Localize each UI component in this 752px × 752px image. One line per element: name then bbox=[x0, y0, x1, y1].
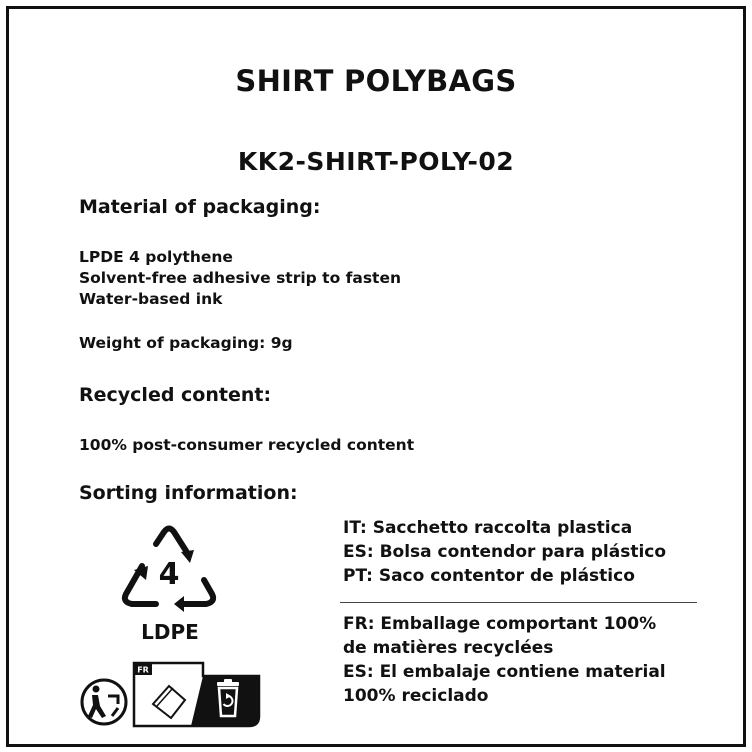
material-line: Solvent-free adhesive strip to fasten bbox=[79, 269, 402, 287]
recycling-triangle-icon bbox=[118, 522, 220, 618]
recycled-heading: Recycled content: bbox=[79, 384, 272, 406]
divider bbox=[340, 602, 697, 603]
instruction-fr-cont: de matières recyclées bbox=[343, 638, 554, 658]
bag-icon bbox=[153, 686, 185, 718]
instruction-fr: FR: Emballage comportant 100% bbox=[343, 614, 657, 634]
instruction-pt: PT: Saco contentor de plástico bbox=[343, 566, 635, 586]
material-line: LPDE 4 polythene bbox=[79, 248, 233, 266]
recycle-label: LDPE bbox=[141, 620, 199, 644]
triman-icon bbox=[78, 676, 130, 728]
label-frame bbox=[6, 6, 746, 747]
material-heading: Material of packaging: bbox=[79, 196, 321, 218]
material-line: Water-based ink bbox=[79, 290, 223, 308]
instruction-it: IT: Sacchetto raccolta plastica bbox=[343, 518, 633, 538]
weight-text: Weight of packaging: 9g bbox=[79, 334, 293, 352]
sorting-guide-icon bbox=[131, 660, 263, 730]
recycled-text: 100% post-consumer recycled content bbox=[79, 436, 415, 454]
page-title: SHIRT POLYBAGS bbox=[235, 64, 517, 98]
sorting-heading: Sorting information: bbox=[79, 482, 298, 504]
instruction-es-recycled-cont: 100% reciclado bbox=[343, 686, 489, 706]
triman-badge: FR bbox=[137, 665, 149, 675]
instruction-es-recycled: ES: El embalaje contiene material bbox=[343, 662, 666, 682]
recycle-code: 4 bbox=[158, 557, 180, 592]
instruction-es: ES: Bolsa contendor para plástico bbox=[343, 542, 667, 562]
product-code: KK2-SHIRT-POLY-02 bbox=[237, 147, 515, 176]
